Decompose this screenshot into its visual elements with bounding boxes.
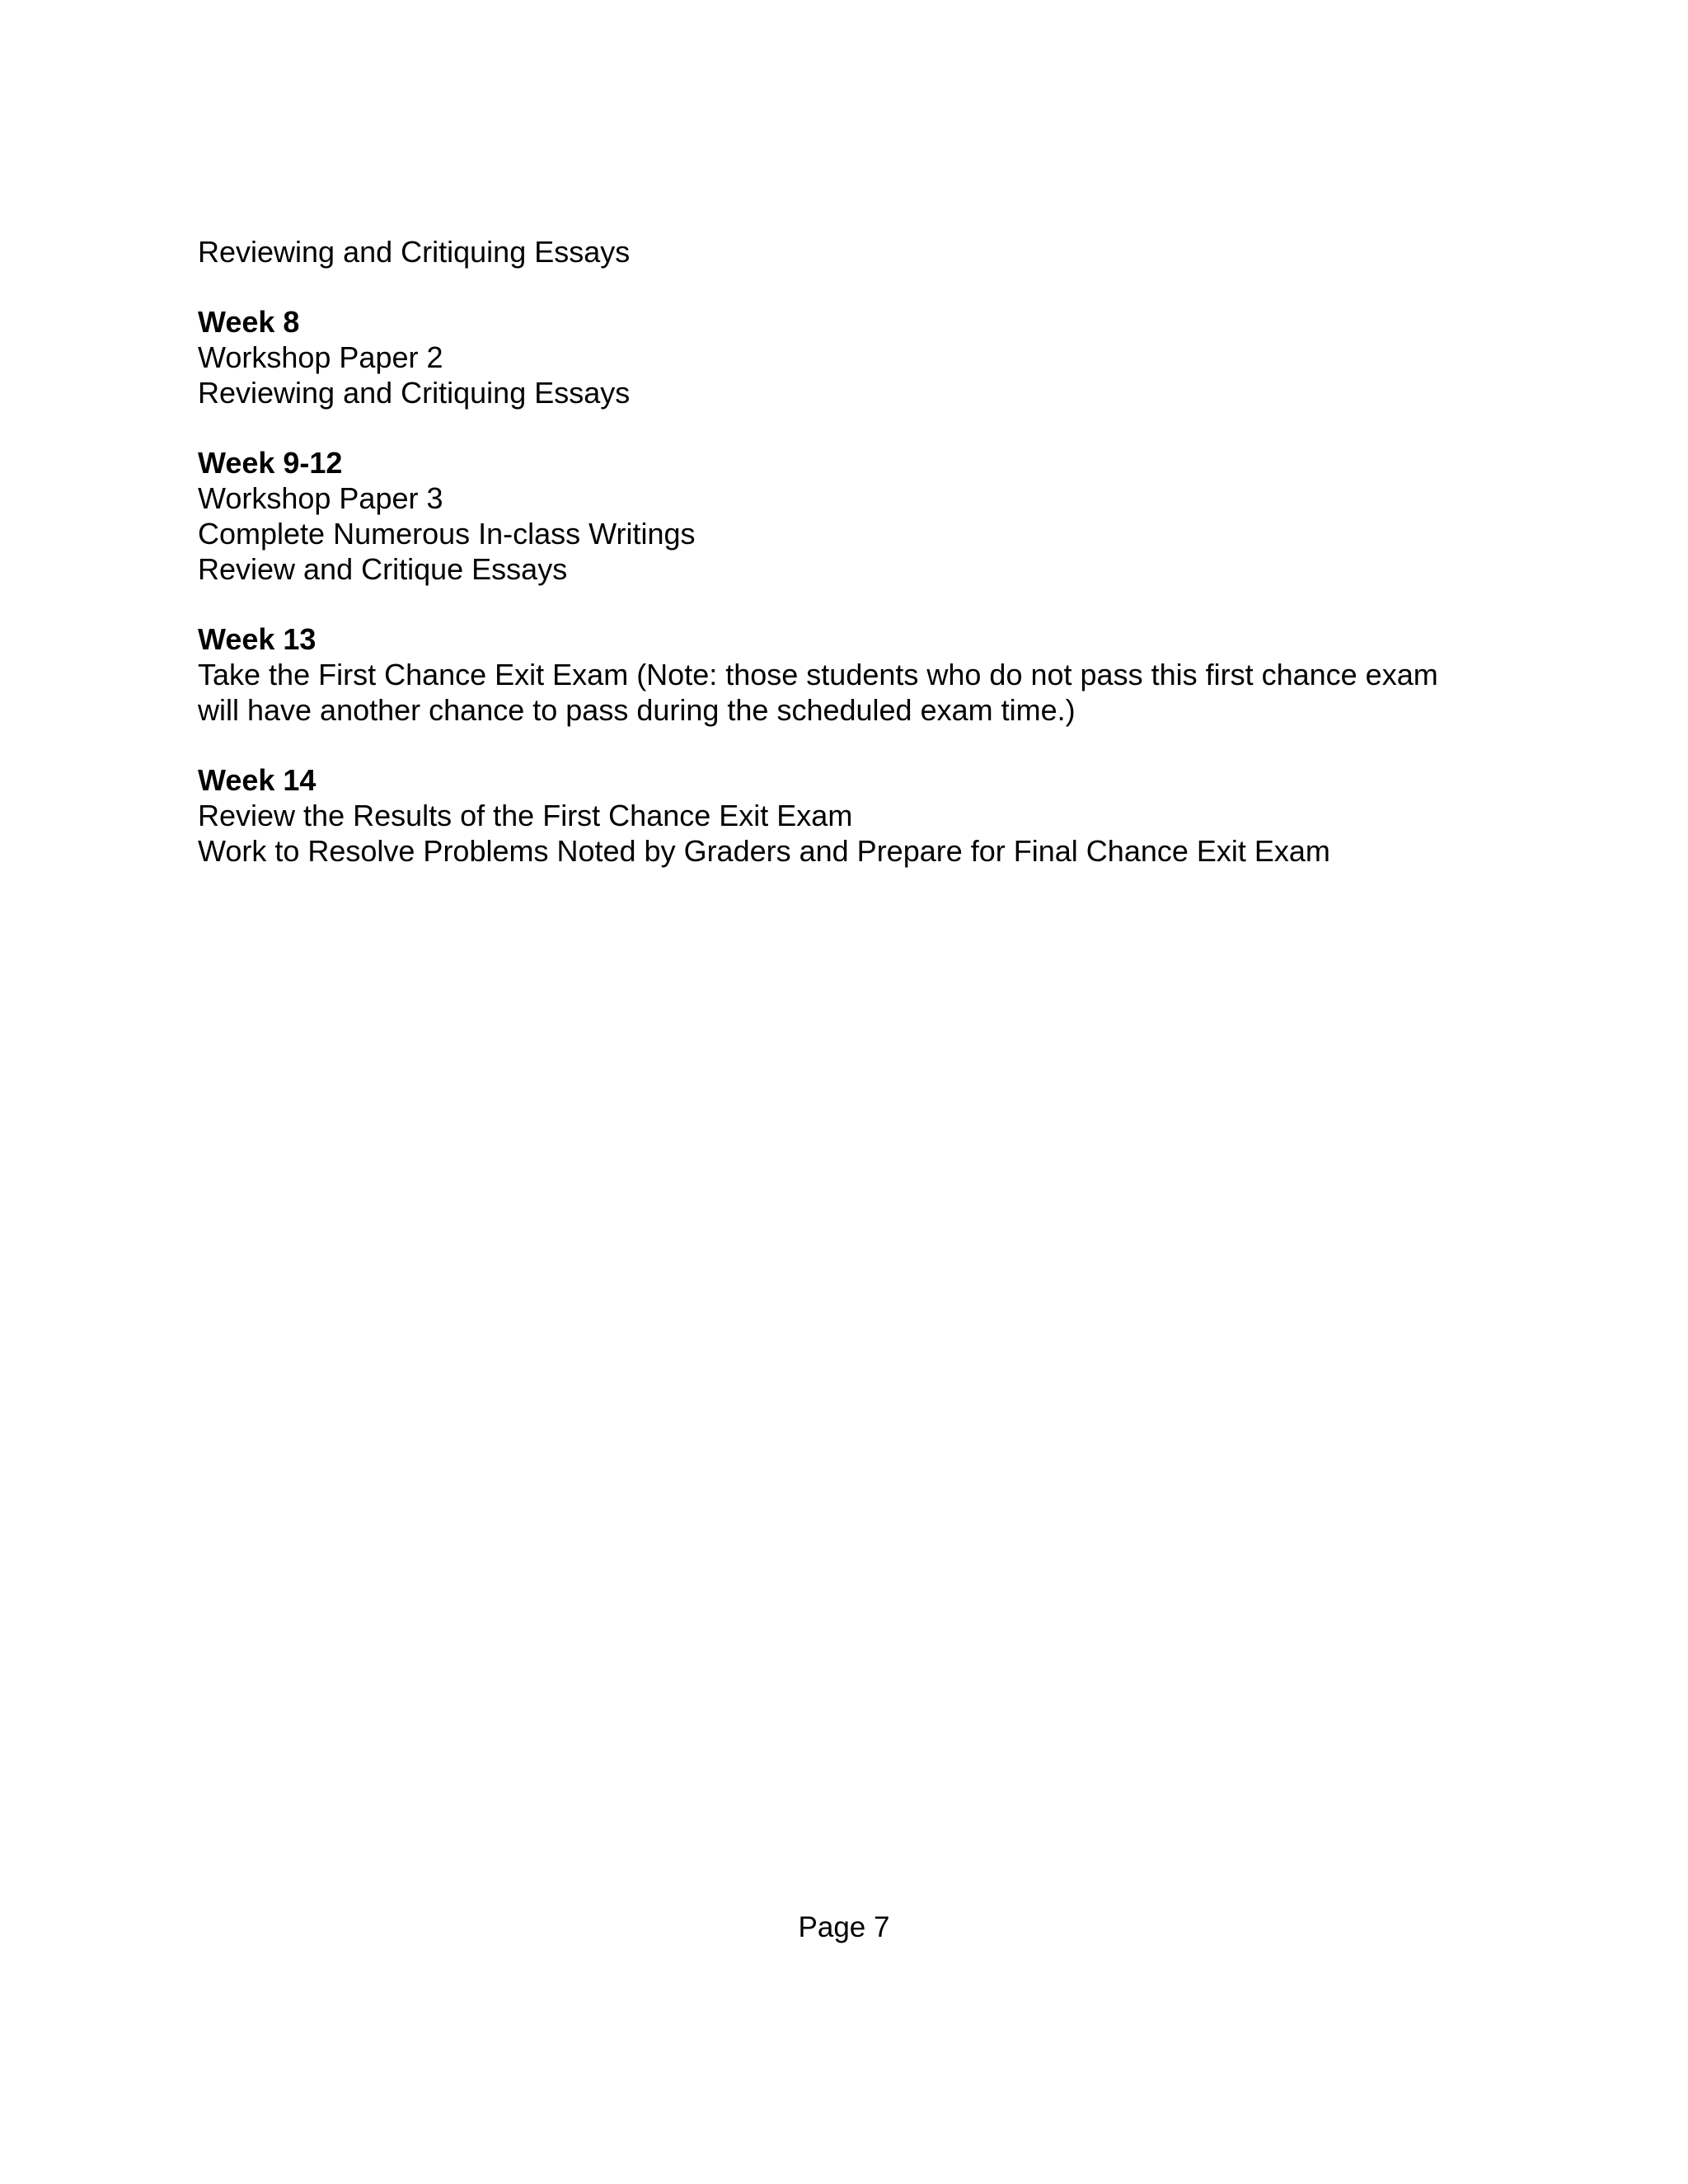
section-heading: Week 8 (198, 305, 300, 339)
section-line: Reviewing and Critiquing Essays (198, 376, 631, 410)
section-line: Complete Numerous In-class Writings (198, 517, 696, 551)
section-line: Review and Critique Essays (198, 552, 568, 586)
section-heading: Week 9-12 (198, 446, 343, 480)
section-line: Workshop Paper 3 (198, 481, 443, 515)
section-line: Work to Resolve Problems Noted by Graders and Prepare for Final Chance Exit Exam (198, 834, 1330, 868)
section-heading: Week 13 (198, 622, 316, 656)
section-heading: Week 14 (198, 763, 316, 797)
section-line: Workshop Paper 2 (198, 340, 443, 374)
section-week-13 (198, 621, 1484, 728)
document-body (198, 234, 1484, 903)
section-week-14 (198, 762, 1484, 869)
page-number: Page 7 (798, 1911, 890, 1943)
section-week-9-12 (198, 445, 1484, 587)
section-line: Take the First Chance Exit Exam (Note: those students who do not pass this first chance exam (198, 658, 1438, 691)
intro-line: Reviewing and Critiquing Essays (198, 235, 631, 269)
section-line: will have another chance to pass during the scheduled exam time.) (198, 693, 1076, 727)
section-week-8 (198, 304, 1484, 410)
section-line: Review the Results of the First Chance Exit Exam (198, 799, 853, 832)
